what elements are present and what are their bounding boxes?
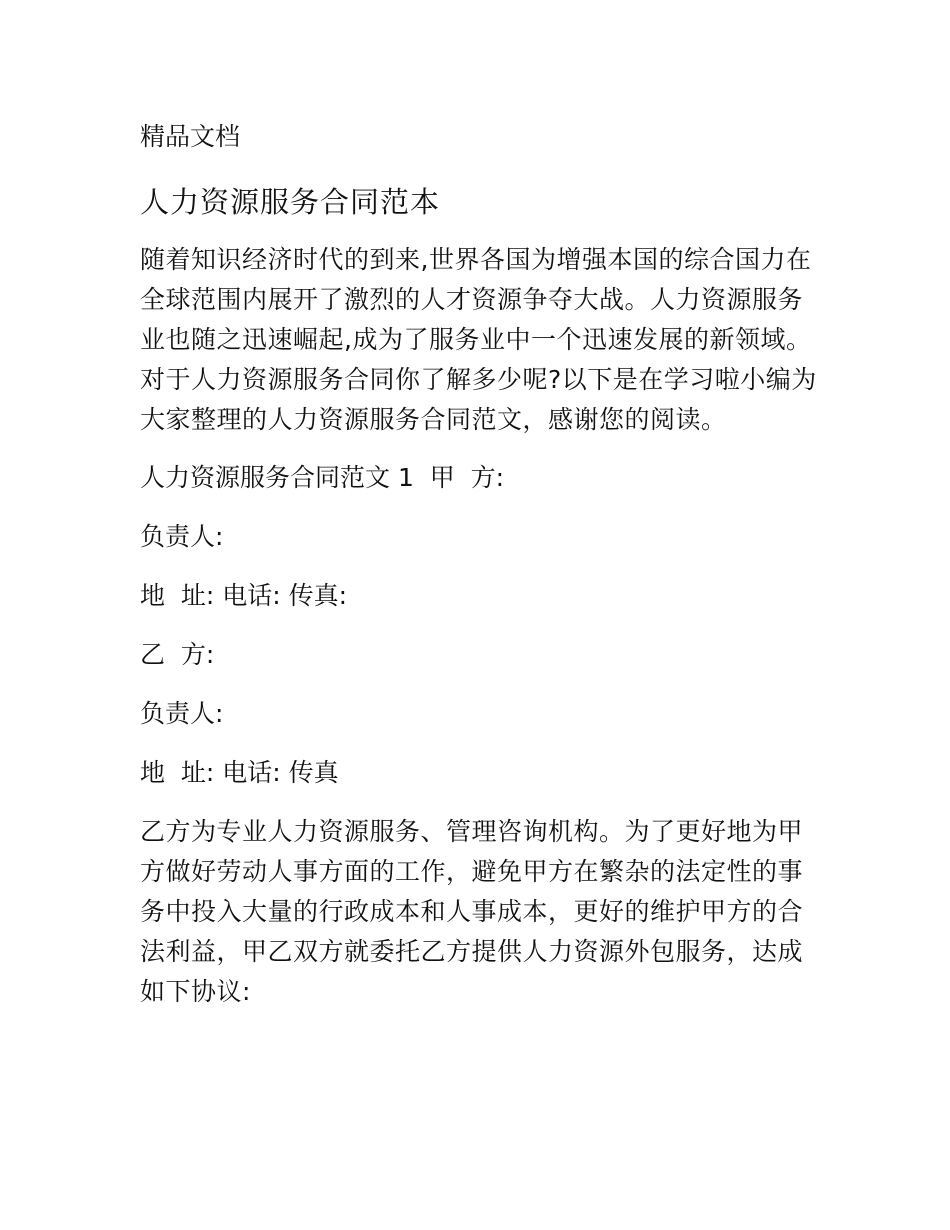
intro-paragraph: 随着知识经济时代的到来,世界各国为增强本国的综合国力在全球范围内展开了激烈的人才资源争夺大战。人力资源服务业也随之迅速崛起,成为了服务业中一个迅速发展的新领域。对于人力资源服务合同你了解多少呢?以下是在学习啦小编为大家整理的人力资源服务合同范文，感谢您的阅读。 xyxy=(140,245,817,434)
document-content xyxy=(140,120,820,1030)
party-a-responsible: 负责人: xyxy=(140,522,224,551)
header-label: 精品文档 xyxy=(140,122,241,151)
party-a-address-line: 地 址: 电话: 传真: xyxy=(140,581,348,610)
party-b-label: 乙 方: xyxy=(140,640,215,669)
party-b-responsible: 负责人: xyxy=(140,699,224,728)
party-b-address-line: 地 址: 电话: 传真 xyxy=(140,758,339,787)
document-title: 人力资源服务合同范本 xyxy=(140,185,441,219)
contract-section-line: 人力资源服务合同范文 1 甲 方: xyxy=(140,463,505,492)
agreement-paragraph: 乙方为专业人力资源服务、管理咨询机构。为了更好地为甲方做好劳动人事方面的工作，避免甲方在繁杂的法定性的事务中投入大量的行政成本和人事成本，更好的维护甲方的合法利益，甲乙双方就委托乙方提供人力资源外包服务，达成如下协议: xyxy=(140,817,804,1006)
